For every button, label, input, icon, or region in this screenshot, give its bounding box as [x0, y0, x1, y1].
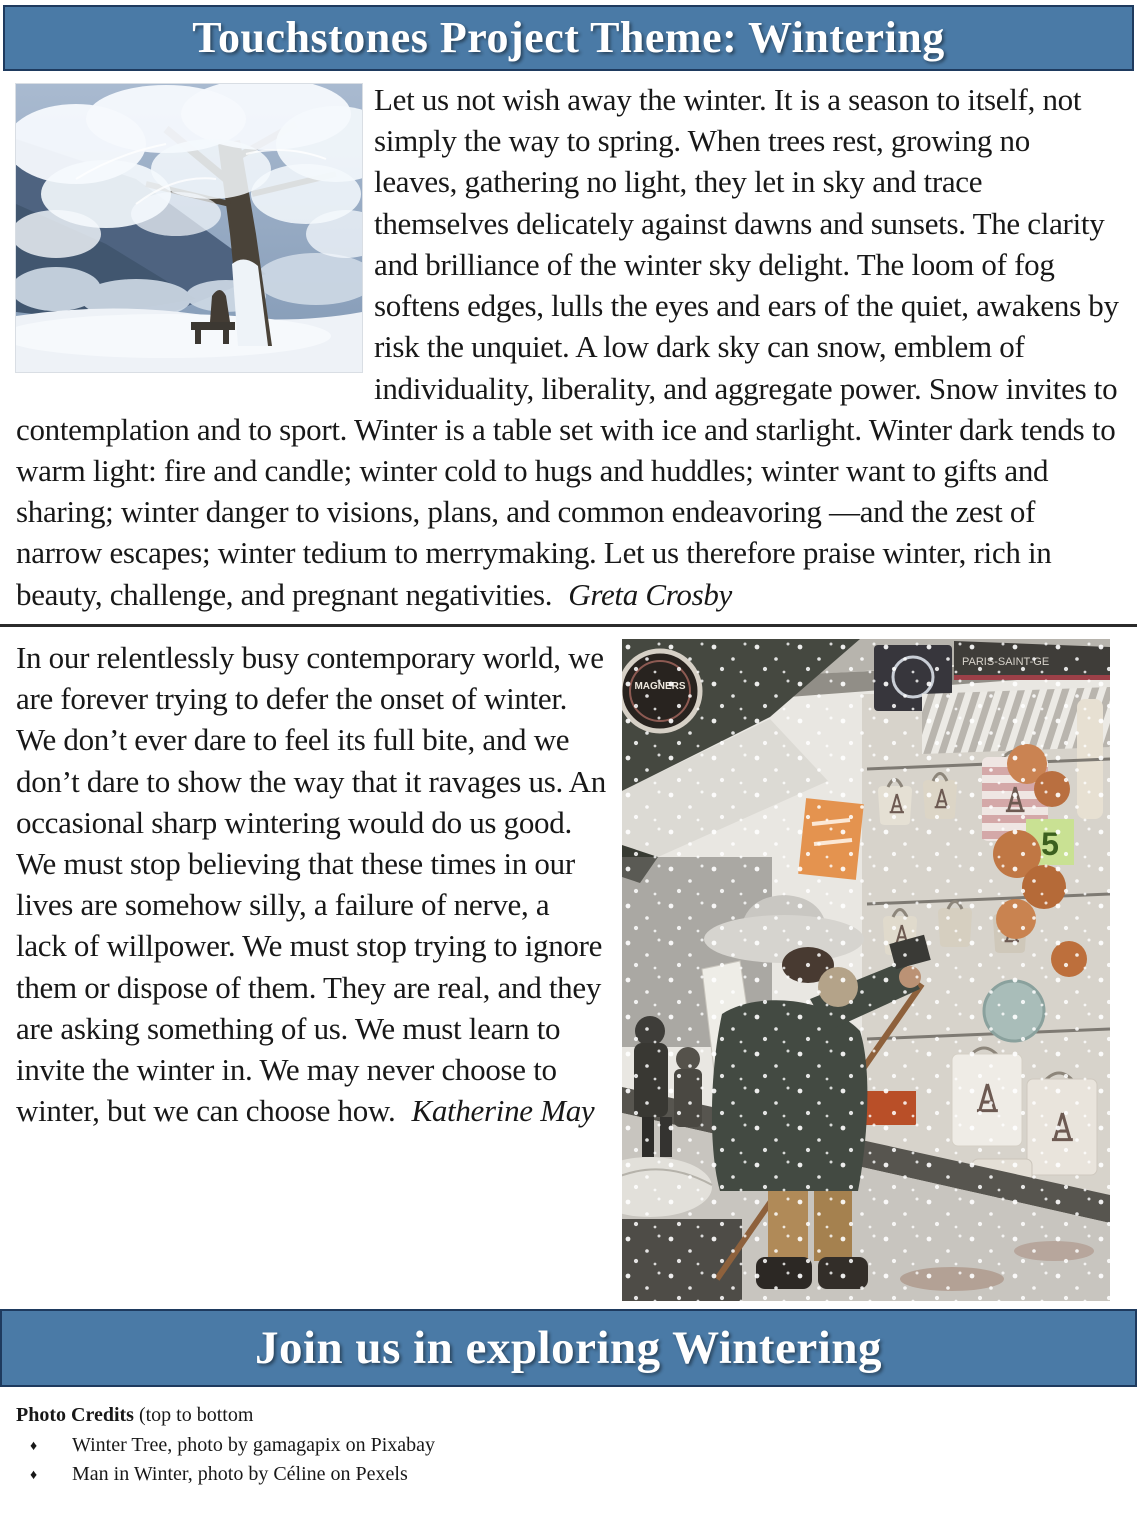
man-in-winter-photo — [622, 639, 1110, 1301]
title-banner — [3, 5, 1134, 71]
photo-credits — [0, 1399, 1137, 1501]
credits-heading-rest: (top to bottom — [133, 1403, 254, 1426]
credits-list — [16, 1433, 1119, 1487]
section-divider — [0, 624, 1137, 627]
credits-heading-bold: Photo Credits — [16, 1403, 134, 1426]
katherine-may-section — [16, 637, 1119, 1305]
credit-item-man-in-winter — [16, 1462, 1119, 1487]
diamond-bullet-icon: ♦ — [30, 1467, 38, 1483]
page-title: Touchstones Project Theme: Wintering — [192, 13, 945, 62]
credit-text: Man in Winter, photo by Céline on Pexels — [72, 1462, 408, 1485]
quote-body: In our relentlessly busy contemporary world, we are forever trying to defer the onset of winter. We don’t ever dare to feel its full bite, and we don’t dare to show the way that it ravages us. An occasional sharp wintering would do us good. We must stop believing that these times in our lives are somehow silly, a failure of nerve, a lack of willpower. We must stop trying to ignore them or dispose of them. They are real, and they are asking something of us. We must learn to invite the winter in. We may never choose to winter, but we can choose how. — [16, 639, 606, 1129]
quote-attribution: Greta Crosby — [568, 576, 733, 612]
credit-text: Winter Tree, photo by gamagapix on Pixabay — [72, 1433, 436, 1456]
diamond-bullet-icon: ♦ — [30, 1438, 38, 1454]
credits-heading — [16, 1403, 1119, 1428]
quote-body: Let us not wish away the winter. It is a season to itself, not simply the way to spring. When trees rest, growing no leaves, gathering no light, they let in sky and trace themselves delicately against dawns and sunsets. The clarity and brilliance of the winter sky delight. The loom of fog softens edges, lulls the eyes and ears of the quiet, awakens by risk the unquiet. A low dark sky can snow, emblem of individuality, liberality, and aggregate power. Snow invites to contemplation and to sport. Winter is a table set with ice and starlight. Winter dark tends to warm light: fire and candle; winter cold to hugs and huddles; winter want to gifts and sharing; winter danger to visions, plans, and common endeavoring —and the zest of narrow escapes; winter tedium to merrymaking. Let us therefore praise winter, rich in beauty, challenge, and pregnant negativities. — [16, 82, 1119, 612]
flyer-page — [0, 5, 1137, 1534]
footer-banner — [0, 1309, 1137, 1387]
greta-crosby-section — [16, 79, 1119, 615]
content-area-2 — [0, 637, 1137, 1305]
credit-item-winter-tree — [16, 1433, 1119, 1458]
content-area — [0, 79, 1137, 615]
quote-attribution: Katherine May — [411, 1093, 595, 1129]
footer-banner-title: Join us in exploring Wintering — [254, 1321, 882, 1374]
winter-tree-photo — [16, 84, 362, 372]
